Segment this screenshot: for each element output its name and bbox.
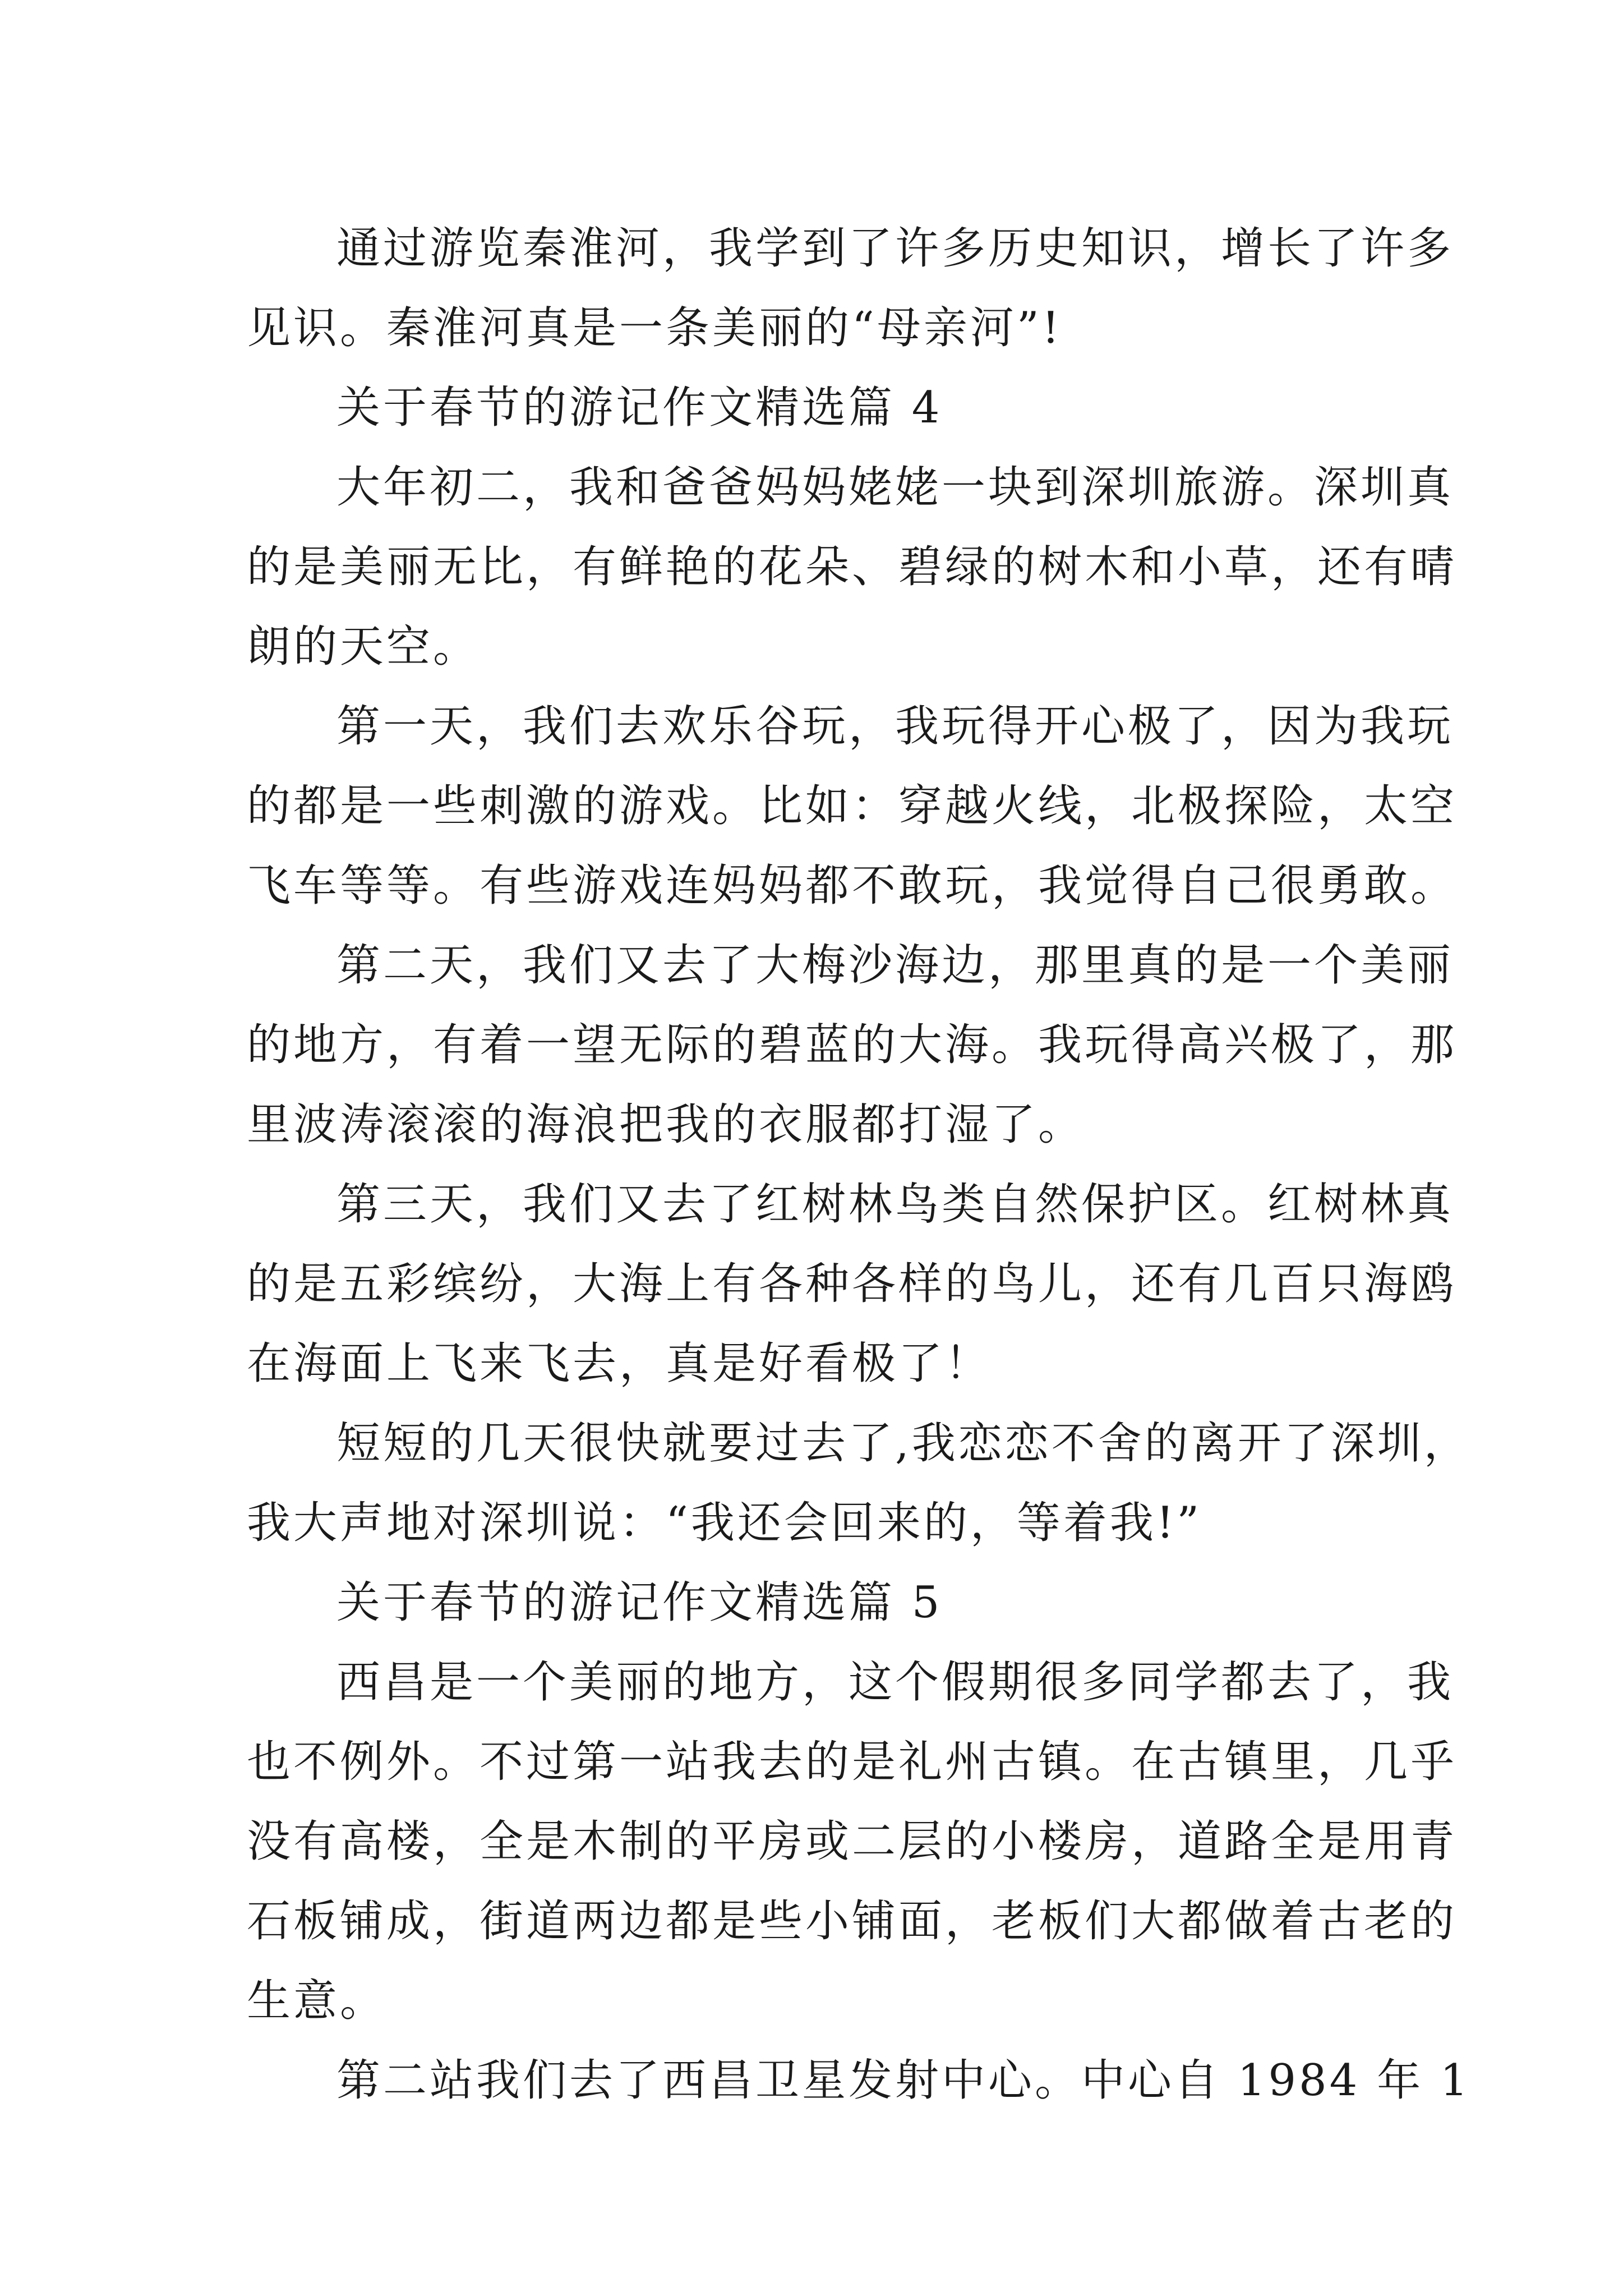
text-line: 里波涛滚滚的海浪把我的衣服都打湿了。 — [247, 1099, 1085, 1150]
section-heading: 关于春节的游记作文精选篇 5 — [336, 1577, 943, 1628]
text-line: 朗的天空。 — [247, 622, 480, 672]
text-line: 石板铺成，街道两边都是些小铺面，老板们大都做着古老的 — [247, 1896, 1458, 1947]
document-body — [247, 209, 1471, 2120]
text-line: 见识。秦淮河真是一条美丽的“母亲河”! — [247, 303, 1063, 353]
text-line: 的地方，有着一望无际的碧蓝的大海。我玩得高兴极了，那 — [247, 1020, 1458, 1070]
text-line: 第二天，我们又去了大梅沙海边，那里真的是一个美丽 — [336, 940, 1454, 991]
text-line: 通过游览秦淮河，我学到了许多历史知识，增长了许多 — [336, 223, 1454, 274]
text-line: 生意。 — [247, 1976, 387, 2026]
text-line: 的是美丽无比，有鲜艳的花朵、碧绿的树木和小草，还有晴 — [247, 542, 1458, 592]
text-line: 飞车等等。有些游戏连妈妈都不敢玩，我觉得自己很勇敢。 — [247, 861, 1458, 911]
text-line: 第二站我们去了西昌卫星发射中心。中心自 1984 年 1 — [336, 2055, 1471, 2106]
text-line: 大年初二，我和爸爸妈妈姥姥一块到深圳旅游。深圳真 — [336, 462, 1454, 513]
text-line: 我大声地对深圳说：“我还会回来的，等着我!” — [247, 1498, 1202, 1548]
text-line: 在海面上飞来飞去，真是好看极了！ — [247, 1338, 992, 1389]
text-line: 的都是一些刺激的游戏。比如：穿越火线，北极探险，太空 — [247, 781, 1458, 831]
text-line: 西昌是一个美丽的地方，这个假期很多同学都去了，我 — [336, 1657, 1454, 1708]
text-line: 没有高楼，全是木制的平房或二层的小楼房，道路全是用青 — [247, 1816, 1458, 1867]
section-heading: 关于春节的游记作文精选篇 4 — [336, 383, 943, 433]
text-line: 短短的几天很快就要过去了,我恋恋不舍的离开了深圳， — [336, 1418, 1470, 1469]
text-line: 第三天，我们又去了红树林鸟类自然保护区。红树林真 — [336, 1179, 1454, 1230]
text-line: 的是五彩缤纷，大海上有各种各样的鸟儿，还有几百只海鸥 — [247, 1259, 1458, 1309]
text-line: 第一天，我们去欢乐谷玩，我玩得开心极了，因为我玩 — [336, 701, 1454, 752]
text-line: 也不例外。不过第一站我去的是礼州古镇。在古镇里，几乎 — [247, 1737, 1458, 1787]
